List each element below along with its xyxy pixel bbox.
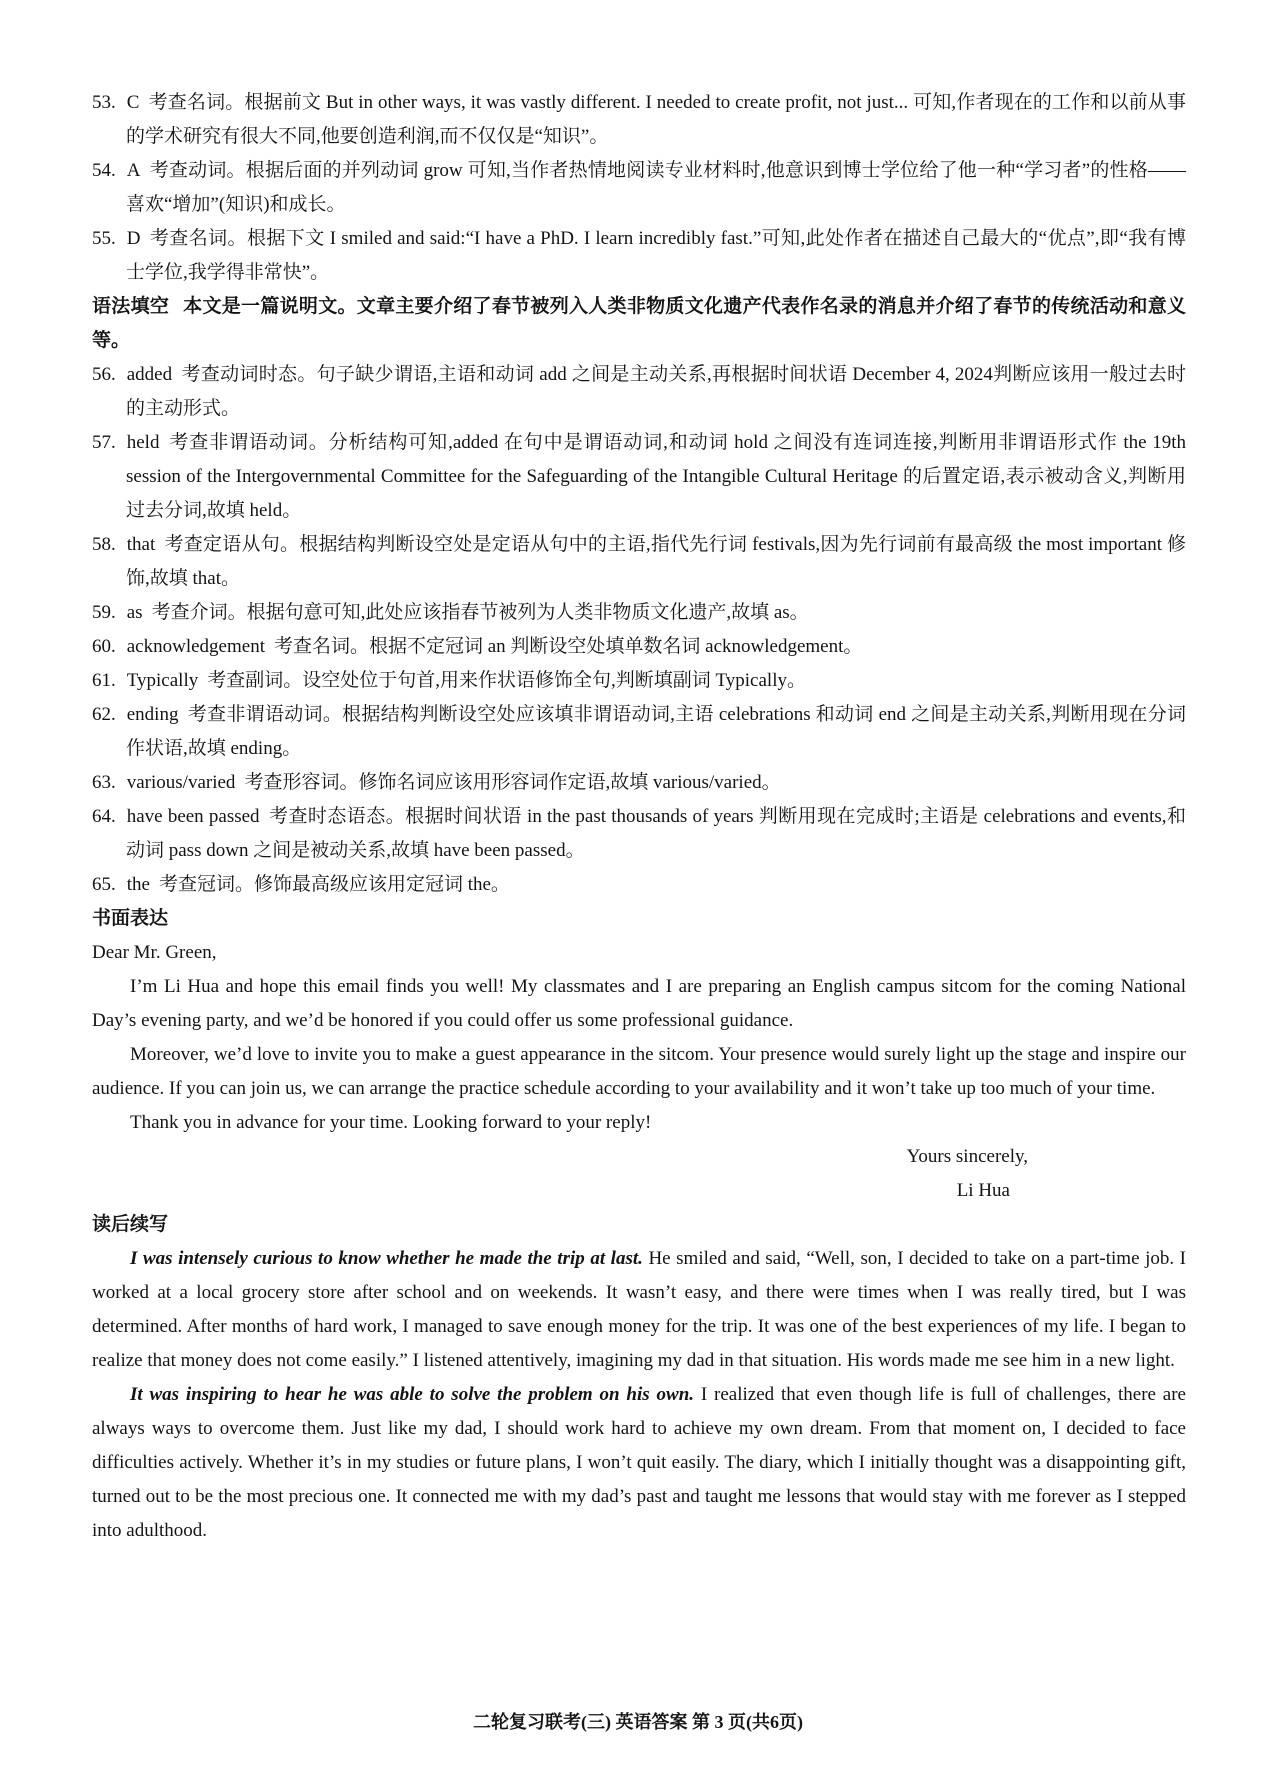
letter-paragraph: Thank you in advance for your time. Looking forward to your reply!: [130, 1112, 652, 1133]
letter-closing: Yours sincerely,: [906, 1146, 1028, 1167]
letter-paragraph: I’m Li Hua and hope this email finds you well! My classmates and I are preparing an English campus sitcom for the coming National Day’s evening party, and we’d be honored if you could offer us some professional guidance.: [92, 976, 1186, 1031]
answer-item: [92, 426, 1186, 528]
item-number: 65.: [92, 874, 116, 895]
paragraph-body: I realized that even though life is full of challenges, there are always ways to overcome them. Just like my dad, I should work hard to achieve my own dream. From that moment on, I decided to face difficulties actively. Whether it’s in my studies or future plans, I won’t quit easily. The diary, which I initially thought was a disappointing gift, turned out to be the most precious one. It connected me with my dad’s past and taught me lessons that would stay with me forever as I stepped into adulthood.: [92, 1384, 1186, 1541]
letter-signature: Li Hua: [956, 1180, 1010, 1201]
item-explanation: 考查名词。根据前文 But in other ways, it was vastly different. I needed to create profit, not just... 可知,作者现在的工作和以前从事的学术研究有很大不同,他要创造利润,而不仅仅是“知识”。: [126, 92, 1186, 147]
paragraph-lead-sentence: It was inspiring to hear he was able to solve the problem on his own.: [130, 1384, 695, 1405]
answer-item: [92, 664, 1186, 698]
item-explanation: 考查时态语态。根据时间状语 in the past thousands of years 判断用现在完成时;主语是 celebrations and events,和动词 pass down 之间是被动关系,故填 have been passed。: [126, 806, 1186, 861]
answer-item: [92, 596, 1186, 630]
item-explanation: 考查介词。根据句意可知,此处应该指春节被列为人类非物质文化遗产,故填 as。: [151, 602, 809, 623]
item-number: 58.: [92, 534, 116, 555]
item-explanation: 考查冠词。修饰最高级应该用定冠词 the。: [158, 874, 510, 895]
section-summary: 本文是一篇说明文。文章主要介绍了春节被列入人类非物质文化遗产代表作名录的消息并介绍了春节的传统活动和意义等。: [92, 296, 1186, 351]
item-explanation: 考查非谓语动词。分析结构可知,added 在句中是谓语动词,和动词 hold 之间没有连词连接,判断用非谓语形式作 the 19th session of the Intergovernmental Committee for the Safeguarding of the Intangible Cultural Heritage 的后置定语,表示被动含义,判断用过去分词,故填 held。: [126, 432, 1186, 521]
answer-item: [92, 154, 1186, 222]
answer-item: [92, 630, 1186, 664]
paragraph-body: He smiled and said, “Well, son, I decided to take on a part-time job. I worked at a local grocery store after school and on weekends. It wasn’t easy, and there were times when I was really tired, but I was determined. After months of hard work, I managed to save enough money for the trip. It was one of the best experiences of my life. I began to realize that money does not come easily.” I listened attentively, imagining my dad in that situation. His words made me see him in a new light.: [92, 1248, 1186, 1371]
item-number: 61.: [92, 670, 116, 691]
item-number: 53.: [92, 92, 116, 113]
item-explanation: 考查形容词。修饰名词应该用形容词作定语,故填 various/varied。: [244, 772, 781, 793]
item-explanation: 考查动词时态。句子缺少谓语,主语和动词 add 之间是主动关系,再根据时间状语 December 4, 2024判断应该用一般过去时的主动形式。: [126, 364, 1186, 419]
continuation-paragraph: [92, 1242, 1186, 1378]
item-answer: C: [126, 92, 140, 113]
item-number: 57.: [92, 432, 116, 453]
item-number: 62.: [92, 704, 116, 725]
answer-item: [92, 528, 1186, 596]
item-answer: Typically: [126, 670, 199, 691]
item-answer: have been passed: [126, 806, 260, 827]
answer-item: [92, 766, 1186, 800]
item-answer: as: [126, 602, 143, 623]
item-explanation: 考查非谓语动词。根据结构判断设空处应该填非谓语动词,主语 celebrations 和动词 end 之间是主动关系,判断用现在分词作状语,故填 ending。: [126, 704, 1186, 759]
item-explanation: 考查定语从句。根据结构判断设空处是定语从句中的主语,指代先行词 festivals,因为先行词前有最高级 the most important 修饰,故填 that。: [126, 534, 1186, 589]
item-answer: added: [126, 364, 173, 385]
item-explanation: 考查名词。根据下文 I smiled and said:“I have a PhD. I learn incredibly fast.”可知,此处作者在描述自己最大的“优点”,即“我有博士学位,我学得非常快”。: [126, 228, 1186, 283]
answer-item: [92, 358, 1186, 426]
item-answer: the: [126, 874, 150, 895]
item-answer: ending: [126, 704, 179, 725]
answer-item: [92, 868, 1186, 902]
item-number: 56.: [92, 364, 116, 385]
item-number: 64.: [92, 806, 116, 827]
paragraph-lead-sentence: I was intensely curious to know whether he made the trip at last.: [130, 1248, 643, 1269]
item-number: 59.: [92, 602, 116, 623]
item-explanation: 考查动词。根据后面的并列动词 grow 可知,当作者热情地阅读专业材料时,他意识到博士学位给了他一种“学习者”的性格——喜欢“增加”(知识)和成长。: [126, 160, 1186, 215]
writing-section-heading: 书面表达: [92, 908, 169, 929]
item-number: 60.: [92, 636, 116, 657]
item-number: 63.: [92, 772, 116, 793]
answer-item: [92, 698, 1186, 766]
item-explanation: 考查名词。根据不定冠词 an 判断设空处填单数名词 acknowledgement。: [273, 636, 863, 657]
item-answer: A: [126, 160, 141, 181]
item-explanation: 考查副词。设空处位于句首,用来作状语修饰全句,判断填副词 Typically。: [207, 670, 806, 691]
section-label: 语法填空: [92, 296, 170, 317]
item-answer: that: [126, 534, 156, 555]
letter-salutation: Dear Mr. Green,: [92, 942, 217, 963]
answer-item: [92, 222, 1186, 290]
item-answer: held: [126, 432, 160, 453]
answer-item: [92, 86, 1186, 154]
continuation-paragraph: [92, 1378, 1186, 1548]
grammar-section-intro: [92, 290, 1186, 358]
item-number: 55.: [92, 228, 116, 249]
item-answer: D: [126, 228, 141, 249]
item-number: 54.: [92, 160, 116, 181]
item-answer: various/varied: [126, 772, 236, 793]
continuation-section-heading: 读后续写: [92, 1214, 169, 1235]
page-footer: 二轮复习联考(三) 英语答案 第 3 页(共6页): [473, 1712, 803, 1732]
answer-item: [92, 800, 1186, 868]
item-answer: acknowledgement: [126, 636, 265, 657]
letter-paragraph: Moreover, we’d love to invite you to make a guest appearance in the sitcom. Your presence would surely light up the stage and inspire our audience. If you can join us, we can arrange the practice schedule according to your availability and it won’t take up too much of your time.: [92, 1044, 1186, 1099]
